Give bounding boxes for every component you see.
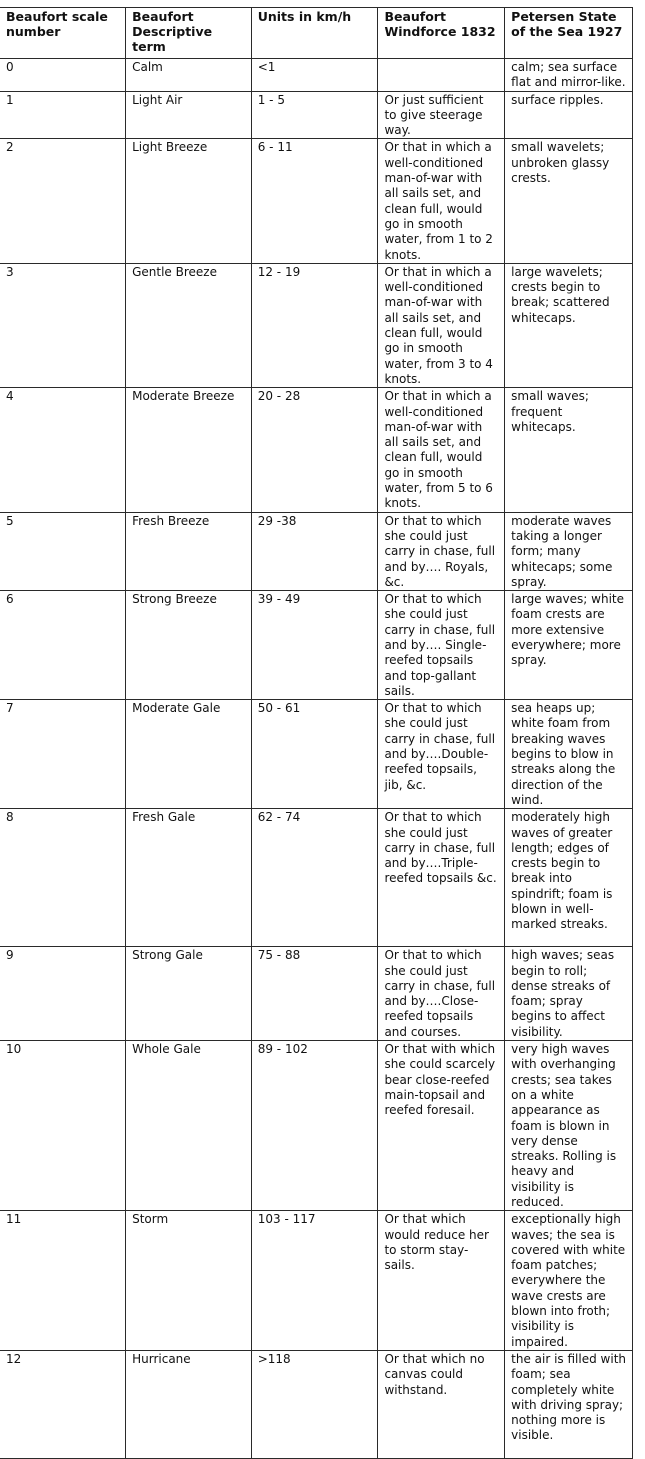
scale-number-cell: 12 (0, 1350, 126, 1458)
scale-number-cell: 9 (0, 947, 126, 1041)
state-of-sea-cell: small wavelets; unbroken glassy crests. (505, 139, 633, 263)
speed-kmh-cell: 29 -38 (251, 512, 378, 590)
scale-number-cell: 0 (0, 59, 126, 92)
state-of-sea-cell: large wavelets; crests begin to break; scattered whitecaps. (505, 263, 633, 387)
table-row (0, 139, 633, 263)
speed-kmh-cell: 50 - 61 (251, 700, 378, 809)
table-row (0, 512, 633, 590)
descriptive-term-cell: Moderate Gale (126, 700, 252, 809)
scale-number-cell: 4 (0, 388, 126, 512)
state-of-sea-cell: very high waves with overhanging crests; sea takes on a white appearance as foam is blown in very dense streaks. Rolling is heavy and visibility is reduced. (505, 1041, 633, 1211)
state-of-sea-cell: moderate waves taking a longer form; many whitecaps; some spray. (505, 512, 633, 590)
table-row (0, 1350, 633, 1458)
windforce-1832-cell: Or that to which she could just carry in chase, full and by…. Single-reefed topsails and top-gallant sails. (378, 591, 505, 700)
descriptive-term-cell: Gentle Breeze (126, 263, 252, 387)
speed-kmh-cell: <1 (251, 59, 378, 92)
speed-kmh-cell: 1 - 5 (251, 91, 378, 139)
speed-kmh-cell: >118 (251, 1350, 378, 1458)
state-of-sea-cell: surface ripples. (505, 91, 633, 139)
speed-kmh-cell: 89 - 102 (251, 1041, 378, 1211)
descriptive-term-cell: Light Air (126, 91, 252, 139)
scale-number-cell: 5 (0, 512, 126, 590)
descriptive-term-cell: Light Breeze (126, 139, 252, 263)
descriptive-term-cell: Calm (126, 59, 252, 92)
windforce-1832-cell: Or that which would reduce her to storm stay-sails. (378, 1211, 505, 1351)
descriptive-term-cell: Strong Breeze (126, 591, 252, 700)
scale-number-cell: 6 (0, 591, 126, 700)
windforce-1832-cell: Or just sufficient to give steerage way. (378, 91, 505, 139)
descriptive-term-cell: Hurricane (126, 1350, 252, 1458)
header-descriptive-term: Beaufort Descriptive term (126, 8, 252, 59)
scale-number-cell: 11 (0, 1211, 126, 1351)
speed-kmh-cell: 103 - 117 (251, 1211, 378, 1351)
scale-number-cell: 2 (0, 139, 126, 263)
speed-kmh-cell: 75 - 88 (251, 947, 378, 1041)
state-of-sea-cell: exceptionally high waves; the sea is covered with white foam patches; everywhere the wave crests are blown into froth; visibility is impaired. (505, 1211, 633, 1351)
table-row (0, 388, 633, 512)
state-of-sea-cell: sea heaps up; white foam from breaking waves begins to blow in streaks along the direction of the wind. (505, 700, 633, 809)
table-header (0, 8, 633, 59)
windforce-1832-cell: Or that in which a well-conditioned man-of-war with all sails set, and clean full, would go in smooth water, from 1 to 2 knots. (378, 139, 505, 263)
table-body (0, 59, 633, 1459)
windforce-1832-cell: Or that to which she could just carry in chase, full and by….Triple-reefed topsails &c. (378, 809, 505, 947)
windforce-1832-cell: Or that which no canvas could withstand. (378, 1350, 505, 1458)
speed-kmh-cell: 12 - 19 (251, 263, 378, 387)
header-row (0, 8, 633, 59)
windforce-1832-cell: Or that with which she could scarcely bear close-reefed main-topsail and reefed foresail. (378, 1041, 505, 1211)
table-row (0, 263, 633, 387)
windforce-1832-cell: Or that to which she could just carry in chase, full and by….Double-reefed topsails, jib, &c. (378, 700, 505, 809)
table-row (0, 59, 633, 92)
table-row (0, 1041, 633, 1211)
header-units-kmh: Units in km/h (251, 8, 378, 59)
beaufort-table-container (0, 7, 633, 1459)
state-of-sea-cell: the air is filled with foam; sea completely white with driving spray; nothing more is visible. (505, 1350, 633, 1458)
beaufort-scale-table (0, 7, 633, 1459)
windforce-1832-cell: Or that in which a well-conditioned man-of-war with all sails set, and clean full, would go in smooth water, from 5 to 6 knots. (378, 388, 505, 512)
descriptive-term-cell: Moderate Breeze (126, 388, 252, 512)
scale-number-cell: 3 (0, 263, 126, 387)
speed-kmh-cell: 20 - 28 (251, 388, 378, 512)
table-row (0, 809, 633, 947)
speed-kmh-cell: 39 - 49 (251, 591, 378, 700)
descriptive-term-cell: Fresh Breeze (126, 512, 252, 590)
scale-number-cell: 7 (0, 700, 126, 809)
windforce-1832-cell (378, 59, 505, 92)
speed-kmh-cell: 62 - 74 (251, 809, 378, 947)
state-of-sea-cell: high waves; seas begin to roll; dense streaks of foam; spray begins to affect visibility. (505, 947, 633, 1041)
table-row (0, 947, 633, 1041)
descriptive-term-cell: Whole Gale (126, 1041, 252, 1211)
header-scale-number: Beaufort scale number (0, 8, 126, 59)
scale-number-cell: 8 (0, 809, 126, 947)
state-of-sea-cell: large waves; white foam crests are more extensive everywhere; more spray. (505, 591, 633, 700)
header-state-of-sea-1927: Petersen State of the Sea 1927 (505, 8, 633, 59)
descriptive-term-cell: Fresh Gale (126, 809, 252, 947)
speed-kmh-cell: 6 - 11 (251, 139, 378, 263)
windforce-1832-cell: Or that to which she could just carry in chase, full and by….Close-reefed topsails and courses. (378, 947, 505, 1041)
scale-number-cell: 1 (0, 91, 126, 139)
state-of-sea-cell: moderately high waves of greater length; edges of crests begin to break into spindrift; foam is blown in well-marked streaks. (505, 809, 633, 947)
state-of-sea-cell: small waves; frequent whitecaps. (505, 388, 633, 512)
table-row (0, 91, 633, 139)
table-row (0, 591, 633, 700)
descriptive-term-cell: Storm (126, 1211, 252, 1351)
scale-number-cell: 10 (0, 1041, 126, 1211)
header-windforce-1832: Beaufort Windforce 1832 (378, 8, 505, 59)
windforce-1832-cell: Or that in which a well-conditioned man-of-war with all sails set, and clean full, would go in smooth water, from 3 to 4 knots. (378, 263, 505, 387)
table-row (0, 700, 633, 809)
descriptive-term-cell: Strong Gale (126, 947, 252, 1041)
state-of-sea-cell: calm; sea surface flat and mirror-like. (505, 59, 633, 92)
windforce-1832-cell: Or that to which she could just carry in chase, full and by…. Royals, &c. (378, 512, 505, 590)
table-row (0, 1211, 633, 1351)
